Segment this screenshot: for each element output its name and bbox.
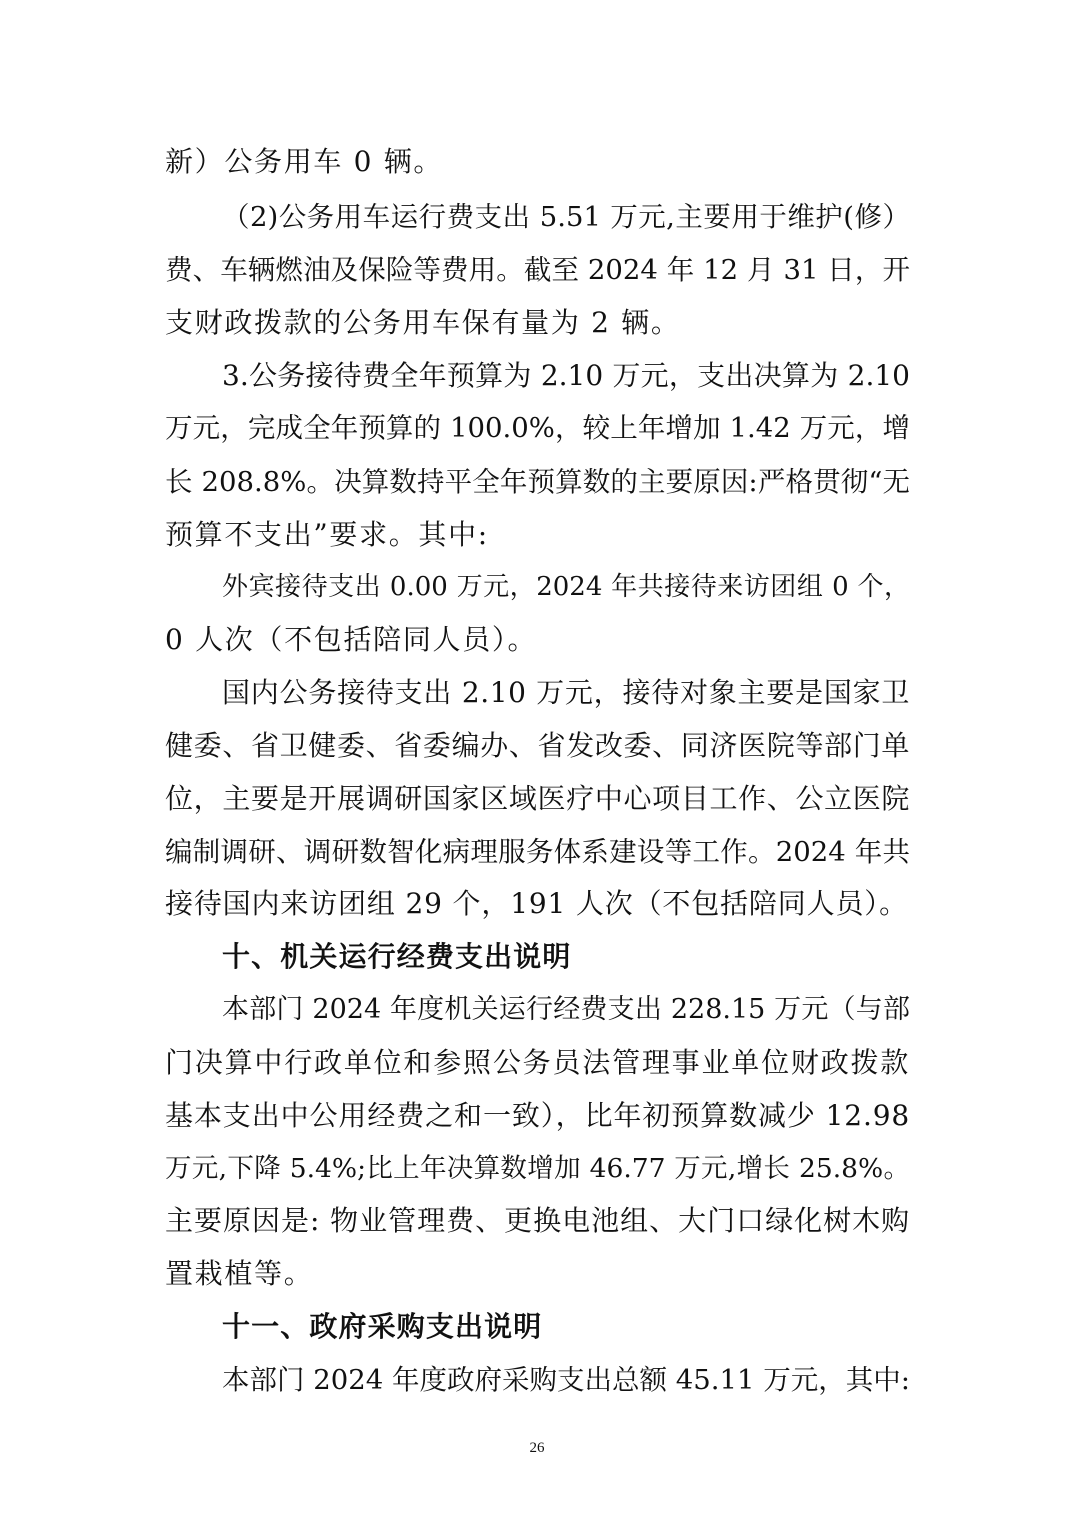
text-line: 新）公务用车 0 辆。 — [165, 145, 444, 178]
text-line: 外宾接待支出 0.00 万元，2024 年共接待来访团组 0 个， — [222, 572, 910, 602]
section-heading: 十、机关运行经费支出说明 — [222, 940, 572, 973]
text-line: 国内公务接待支出 2.10 万元，接待对象主要是国家卫 — [222, 676, 910, 709]
text-line: 健委、省卫健委、省委编办、省发改委、同济医院等部门单 — [165, 729, 910, 762]
text-line: 本部门 2024 年度政府采购支出总额 45.11 万元，其中: — [222, 1364, 910, 1396]
text-line: 预算不支出”要求。其中: — [165, 518, 489, 551]
text-line: 3.公务接待费全年预算为 2.10 万元，支出决算为 2.10 — [222, 359, 910, 392]
text-line: （2)公务用车运行费支出 5.51 万元,主要用于维护(修） — [222, 201, 910, 233]
text-line: 本部门 2024 年度机关运行经费支出 228.15 万元（与部 — [222, 994, 910, 1025]
text-line: 编制调研、调研数智化病理服务体系建设等工作。2024 年共 — [165, 836, 910, 868]
text-line: 门决算中行政单位和参照公务员法管理事业单位财政拨款 — [165, 1046, 910, 1079]
text-line: 接待国内来访团组 29 个，191 人次（不包括陪同人员）。 — [165, 887, 908, 920]
text-line: 费、车辆燃油及保险等费用。截至 2024 年 12 月 31 日，开 — [165, 254, 910, 286]
text-line: 主要原因是: 物业管理费、更换电池组、大门口绿化树木购 — [165, 1204, 910, 1237]
text-line: 万元，完成全年预算的 100.0%，较上年增加 1.42 万元，增 — [165, 412, 910, 444]
text-line: 支财政拨款的公务用车保有量为 2 辆。 — [165, 306, 681, 339]
text-line: 万元,下降 5.4%;比上年决算数增加 46.77 万元,增长 25.8%。 — [165, 1153, 910, 1184]
page-number: 26 — [529, 1440, 545, 1456]
text-line: 位，主要是开展调研国家区域医疗中心项目工作、公立医院 — [165, 782, 910, 815]
section-heading: 十一、政府采购支出说明 — [222, 1310, 543, 1343]
text-line: 置栽植等。 — [165, 1257, 314, 1290]
text-line: 0 人次（不包括陪同人员）。 — [165, 623, 538, 656]
text-line: 长 208.8%。决算数持平全年预算数的主要原因:严格贯彻“无 — [165, 466, 910, 498]
text-line: 基本支出中公用经费之和一致），比年初预算数减少 12.98 — [165, 1099, 910, 1132]
